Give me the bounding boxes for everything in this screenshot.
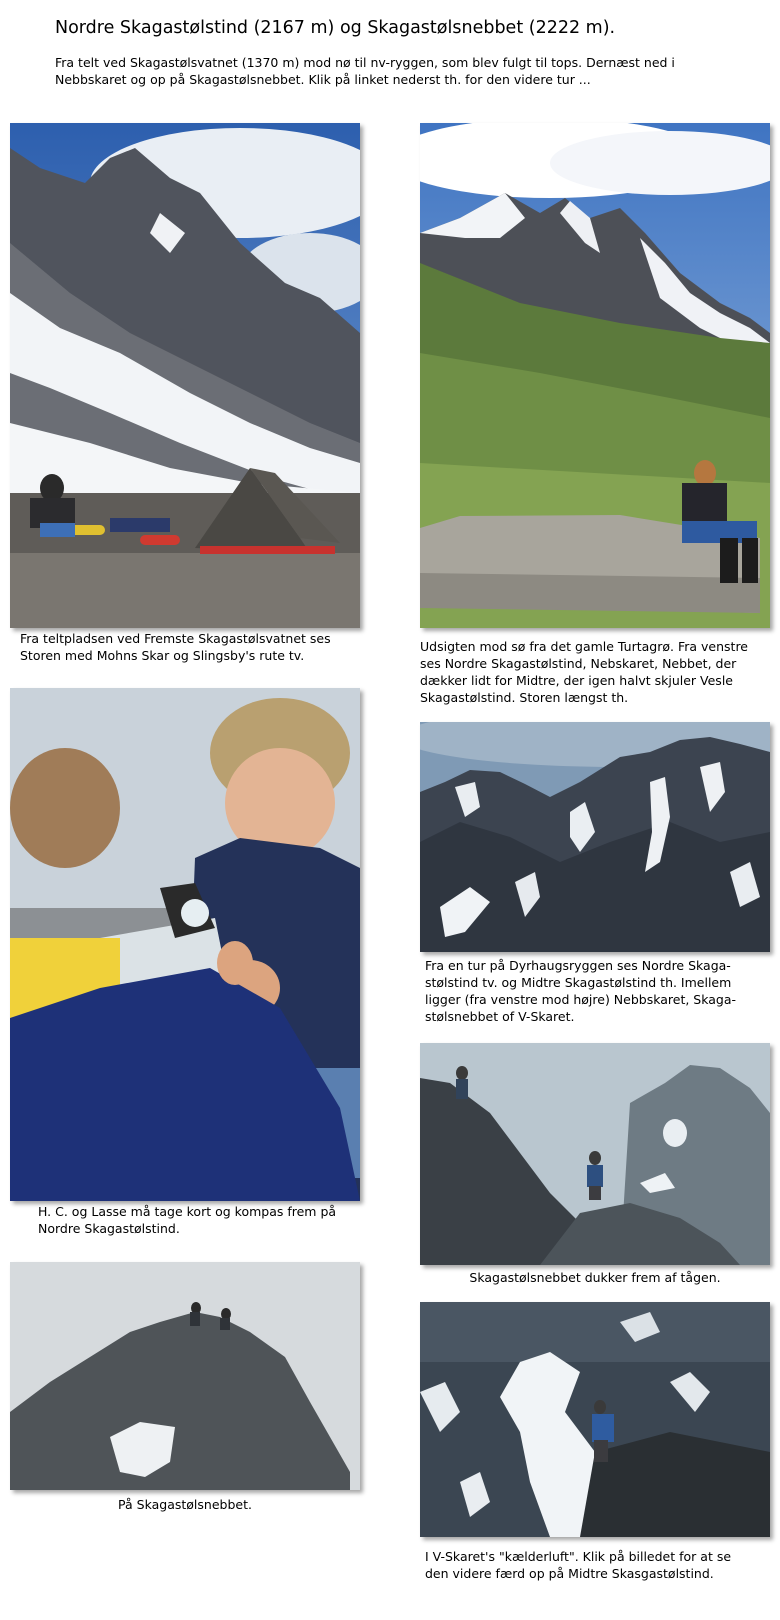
caption-line: Fra en tur på Dyrhaugsryggen ses Nordre Skaga- [425,958,731,973]
photo-turtagro-view [420,123,770,628]
caption-line: ligger (fra venstre mod højre) Nebbskaret, Skaga- [425,992,737,1007]
photo-summit [10,1262,360,1490]
photo-v-skaret-link[interactable] [420,1302,770,1537]
caption-line: Udsigten mod sø fra det gamle Turtagrø. Fra venstre [420,639,748,654]
caption-summit [10,1496,360,1513]
photo-tent-camp [10,123,360,628]
caption-dyrhaug-view [425,957,770,1025]
intro-text [55,54,755,88]
caption-line: Skagastølsnebbet dukker frem af tågen. [469,1270,721,1285]
caption-v-skaret [425,1548,775,1582]
caption-line: H. C. og Lasse må tage kort og kompas frem på [38,1204,337,1219]
intro-line: Fra telt ved Skagastølsvatnet (1370 m) mod nø til nv-ryggen, som blev fulgt til tops. Dernæst ned i [55,55,675,70]
caption-line: stølsnebbet of V-Skaret. [425,1009,575,1024]
caption-line: I V-Skaret's "kælderluft". Klik på billedet for at se [425,1549,732,1564]
caption-line: den videre færd op på Midtre Skasgastølstind. [425,1566,714,1581]
caption-line: Skagastølstind. Storen længst th. [420,690,629,705]
caption-fog [420,1269,770,1286]
caption-line: stølstind tv. og Midtre Skagastølstind th. Imellem [425,975,732,990]
photo-dyrhaug-view [420,722,770,952]
intro-line: Nebbskaret og op på Skagastølsnebbet. Klik på linket nederst th. for den videre tur ... [55,72,591,87]
caption-line: Storen med Mohns Skar og Slingsby's rute tv. [20,648,305,663]
caption-tent-camp [20,630,360,664]
photo-fog [420,1043,770,1265]
caption-line: På Skagastølsnebbet. [118,1497,252,1512]
page-title: Nordre Skagastølstind (2167 m) og Skagastølsnebbet (2222 m). [55,18,616,38]
caption-line: dækker lidt for Midtre, der igen halvt skjuler Vesle [420,673,733,688]
caption-line: Nordre Skagastølstind. [38,1221,180,1236]
caption-line: Fra teltpladsen ved Fremste Skagastølsvatnet ses [20,631,331,646]
caption-line: ses Nordre Skagastølstind, Nebskaret, Nebbet, der [420,656,737,671]
photo-map-compass [10,688,360,1201]
caption-turtagro-view [420,638,770,706]
caption-map-compass [38,1203,358,1237]
